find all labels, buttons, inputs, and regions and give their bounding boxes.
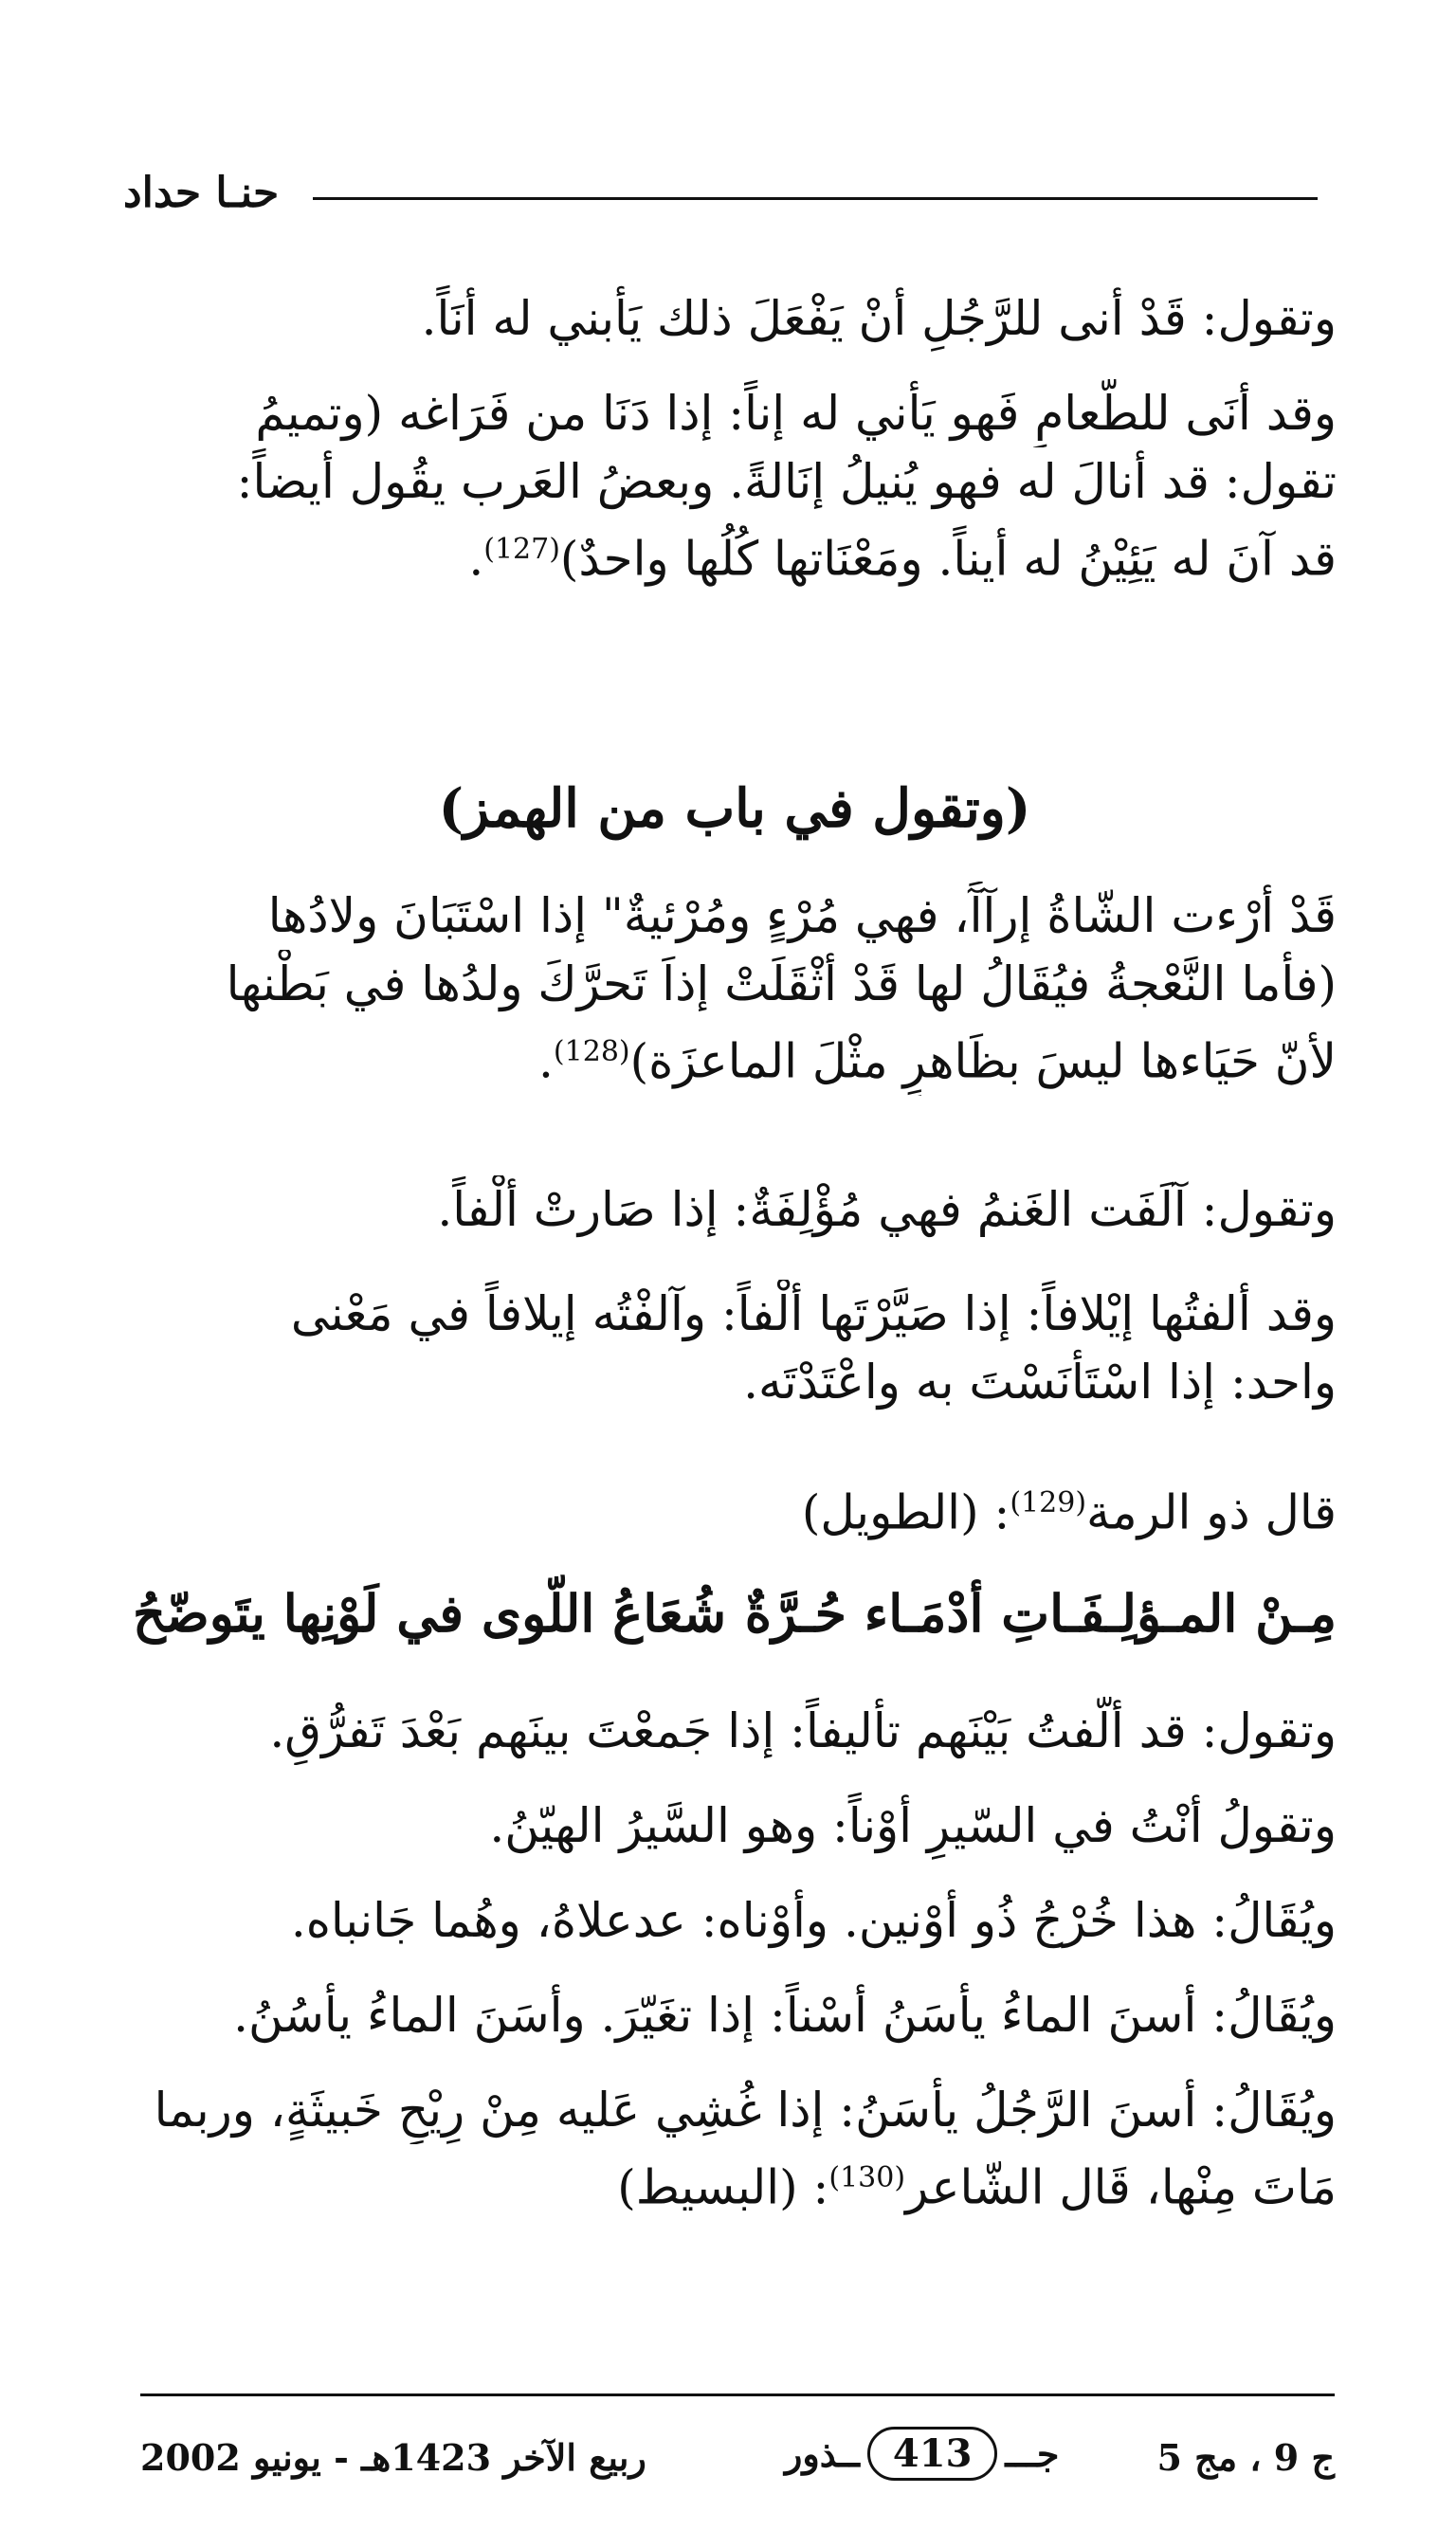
paragraph-10 [133, 1981, 1337, 2049]
text-line: وتقول: قَدْ أنى للرَّجُلِ أنْ يَفْعَلَ ذلك يَأبني له أنَاً. [421, 291, 1337, 346]
journal-prefix: جـــ [1005, 2432, 1060, 2475]
verse-second-hemistich: شُعَاعُ اللّوى في لَوْنِها يتَوضّحُ [133, 1583, 727, 1644]
text-line: ويُقَالُ: هذا خُرْجُ ذُو أوْنين. وأوْناه: عدعلاهُ، وهُما جَانباه. [290, 1893, 1337, 1948]
text-line: (فأما النَّعْجةُ فيُقَالُ لها قَدْ أثْقَلَتْ إذاَ تَحرَّكَ ولدُها في بَطْنها [226, 956, 1337, 1011]
paragraph-9 [133, 1886, 1337, 1955]
meter-label: : (البسيط) [617, 2159, 829, 2215]
text-line: وتقولُ أنْتُ في السّيرِ أوْناً: وهو السَّيرُ الهيّنُ. [489, 1798, 1337, 1853]
poetry-verse [133, 1583, 1337, 1644]
paragraph-2 [133, 379, 1337, 593]
text-run: مَاتَ مِنْها، قَال الشّاعر [905, 2159, 1337, 2215]
text-line: ويُقَالُ: أسنَ الرَّجُلُ يأسَنُ: إذا غُشِي عَليه مِنْ رِيْحٍ خَبيثَةٍ، وربما [154, 2083, 1337, 2138]
text-line: قَدْ أرْءت الشّاةُ إرآآً، فهي مُرْءٍ ومُرْئيةٌ" إذا اسْتَبَانَ ولادُها [267, 888, 1337, 943]
paragraph-11 [133, 2076, 1337, 2222]
text-line: ويُقَالُ: أسنَ الماءُ يأسَنُ أسْناً: إذا تغَيّرَ. وأسَنَ الماءُ يأسُنُ. [233, 1988, 1337, 2043]
text-run: قد آنَ له يَئِيْنُ له أيناً. ومَعْنَاتها كُلُها واحدٌ) [559, 531, 1337, 587]
footer-rule [140, 2393, 1335, 2396]
text-line: لأنّ حَيَاءها ليسَ بظَاهرٍ مثْلَ الماعزَة)$^{(128)}$. [538, 1033, 1337, 1089]
paragraph-3 [133, 882, 1337, 1096]
paragraph-1 [133, 284, 1337, 353]
footer-date: ربيع الآخر 1423هـ - يونيو 2002 [140, 2436, 646, 2479]
text-line: وتقول: آلَفَت الغَنمُ فهي مُؤْلِفَةٌ: إذا صَارتْ ألْفاً. [437, 1182, 1337, 1237]
footnote-ref: (129) [1010, 1486, 1087, 1520]
meter-label: : (الطويل) [801, 1484, 1010, 1540]
paragraph-6 [133, 1469, 1337, 1547]
text-line: تقول: قد أنالَ له فهو يُنيلُ إنَالةً. وبعضُ العَرب يقُول أيضاً: [236, 454, 1337, 509]
footer-journal [785, 2427, 1059, 2481]
running-header [123, 169, 1318, 226]
footnote-ref: (128) [553, 1035, 630, 1068]
text-line: وقد ألفتُها إيْلافاً: إذا صَيَّرْتَها ألْفاً: وآلفْتُه إيلافاً في مَعْنى [290, 1286, 1337, 1341]
header-rule [313, 197, 1318, 200]
paragraph-5 [133, 1280, 1337, 1416]
text-run: لأنّ حَيَاءها ليسَ بظَاهرٍ مثْلَ الماعزَة) [629, 1033, 1337, 1089]
text-line: قد آنَ له يَئِيْنُ له أيناً. ومَعْنَاتها كُلُها واحدٌ)$^{(127)}$. [468, 531, 1337, 587]
text-line [133, 1469, 1337, 1547]
header-author: حنـا حداد [123, 169, 280, 217]
footnote-ref: (130) [828, 2161, 906, 2194]
paragraph-7 [133, 1697, 1337, 1765]
text-line: وتقول: قد ألّفتُ بَيْنَهم تأليفاً: إذا جَمعْتَ بينَهم بَعْدَ تَفرُّقٍ. [269, 1703, 1337, 1758]
verse-first-hemistich: مِـنْ المـؤلِـفَـاتِ أدْمَـاء حُـرَّةٌ [744, 1583, 1337, 1644]
footer-issue: ج 9 ، مج 5 [1156, 2436, 1335, 2479]
footnote-ref: (127) [483, 533, 560, 566]
paragraph-4 [133, 1175, 1337, 1244]
page-number: 413 [867, 2427, 998, 2481]
page-footer [140, 2427, 1335, 2493]
text-run: قال ذو الرمة [1086, 1484, 1337, 1540]
journal-suffix: ــذور [785, 2432, 860, 2475]
text-line: واحد: إذا اسْتَأنَسْتَ به واعْتَدْتَه. [743, 1355, 1337, 1410]
paragraph-8 [133, 1792, 1337, 1860]
text-line [133, 2144, 1337, 2222]
text-line: وقد أنَى للطَّعامِ فَهو يَأني له إناً: إذا دَنَا من فَرَاغه (وتميمُ [255, 386, 1337, 441]
section-heading: (وتقول في باب من الهمز) [438, 777, 1031, 840]
